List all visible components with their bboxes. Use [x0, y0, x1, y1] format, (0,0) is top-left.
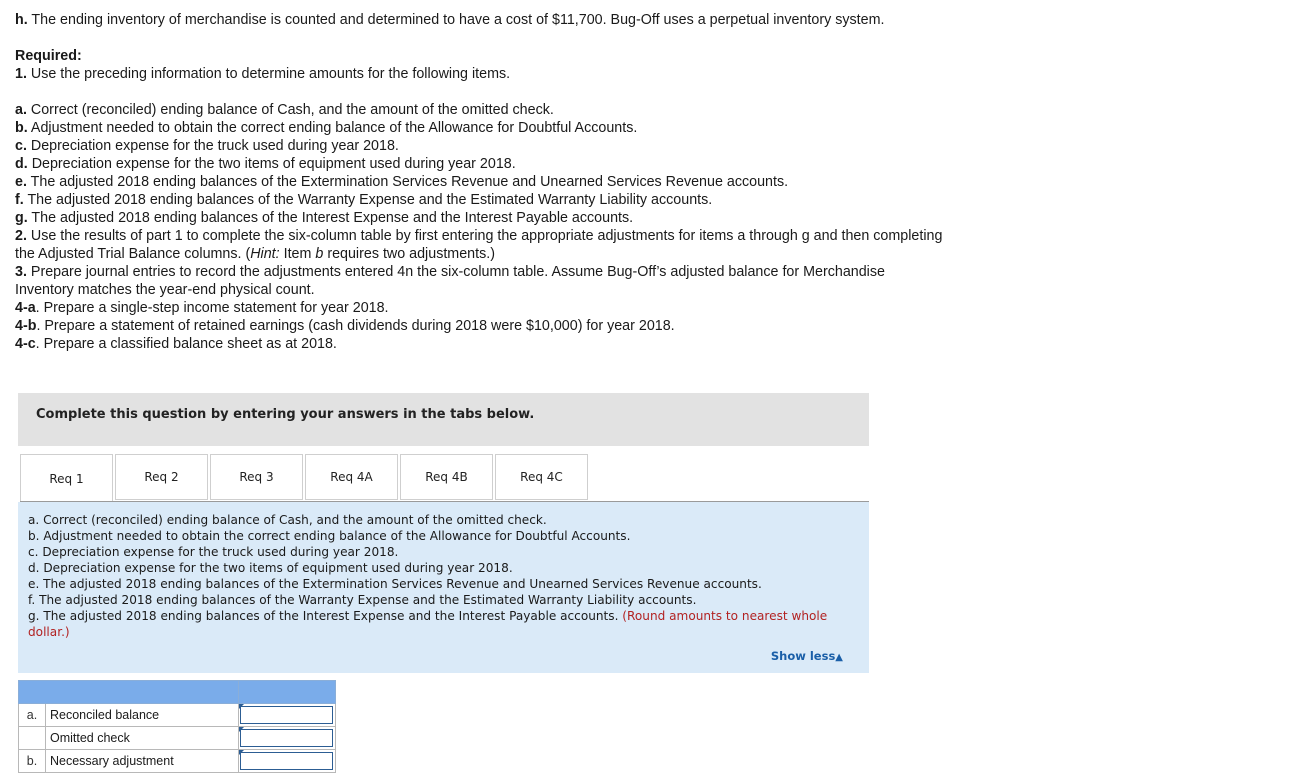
instruction-text: Complete this question by entering your answers in the tabs below.: [36, 407, 535, 422]
tab-req-3[interactable]: Req 3: [210, 454, 303, 500]
tab-req-2[interactable]: Req 2: [115, 454, 208, 500]
tab-req-1[interactable]: Req 1: [20, 454, 113, 502]
req-item-g: g. The adjusted 2018 ending balances of the Interest Expense and the Interest Payable accounts.: [15, 210, 634, 226]
requirement-2: 2. Use the results of part 1 to complete the six-column table by first entering the appropriate adjustments for items a through g and then completing the Adjusted Trial Balance columns. (Hint: Item b requires two adjustments.): [15, 228, 943, 262]
table-row: [19, 704, 336, 727]
row-label: Necessary adjustment: [46, 750, 239, 773]
row-label: Omitted check: [46, 727, 239, 750]
req-item-e: e. The adjusted 2018 ending balances of the Extermination Services Revenue and Unearned Services Revenue accounts.: [15, 174, 789, 190]
problem-text: [15, 11, 945, 353]
answer-table: [18, 680, 336, 773]
panel-instructions: [28, 512, 858, 640]
tab-req-4b[interactable]: Req 4B: [400, 454, 493, 500]
req-item-c: c. Depreciation expense for the truck used during year 2018.: [15, 138, 399, 154]
table-row: [19, 750, 336, 773]
requirement-4b: 4-b. Prepare a statement of retained earnings (cash dividends during 2018 were $10,000) for year 2018.: [15, 318, 675, 334]
req-item-a: a. Correct (reconciled) ending balance of Cash, and the amount of the omitted check.: [15, 102, 554, 118]
row-label: Reconciled balance: [46, 704, 239, 727]
triangle-up-icon: ▲: [835, 652, 843, 663]
requirement-3: 3. Prepare journal entries to record the adjustments entered 4n the six-column table. Assume Bug-Off’s adjusted balance for Merchandise Inventory matches the year-end physical count.: [15, 264, 885, 298]
panel-line-a: a. Correct (reconciled) ending balance of Cash, and the amount of the omitted check.: [28, 513, 547, 527]
reconciled-balance-input[interactable]: [240, 706, 333, 724]
panel-line-c: c. Depreciation expense for the truck used during year 2018.: [28, 545, 399, 559]
req-item-b: b. Adjustment needed to obtain the correct ending balance of the Allowance for Doubtful Accounts.: [15, 120, 638, 136]
rounding-note: (Round amounts to nearest whole dollar.): [28, 609, 828, 639]
tab-content-panel: [18, 502, 869, 673]
panel-line-e: e. The adjusted 2018 ending balances of the Extermination Services Revenue and Unearned Services Revenue accounts.: [28, 577, 762, 591]
requirement-4a: 4-a. Prepare a single-step income statement for year 2018.: [15, 300, 389, 316]
instruction-banner: [18, 393, 869, 446]
item-h: h. The ending inventory of merchandise is counted and determined to have a cost of $11,700. Bug-Off uses a perpetual inventory system.: [15, 12, 885, 28]
requirement-1: 1. Use the preceding information to determine amounts for the following items.: [15, 66, 511, 82]
necessary-adjustment-input[interactable]: [240, 752, 333, 770]
row-letter: a.: [19, 704, 46, 727]
req-item-f: f. The adjusted 2018 ending balances of the Warranty Expense and the Estimated Warranty Liability accounts.: [15, 192, 713, 208]
panel-line-b: b. Adjustment needed to obtain the correct ending balance of the Allowance for Doubtful Accounts.: [28, 529, 631, 543]
required-heading: Required:: [15, 48, 82, 64]
row-letter: [19, 727, 46, 750]
show-less-link[interactable]: Show less▲: [770, 649, 843, 663]
panel-line-d: d. Depreciation expense for the two items of equipment used during year 2018.: [28, 561, 513, 575]
omitted-check-input[interactable]: [240, 729, 333, 747]
table-row: [19, 727, 336, 750]
requirement-4c: 4-c. Prepare a classified balance sheet as at 2018.: [15, 336, 337, 352]
req-item-d: d. Depreciation expense for the two items of equipment used during year 2018.: [15, 156, 516, 172]
panel-line-f: f. The adjusted 2018 ending balances of the Warranty Expense and the Estimated Warranty Liability accounts.: [28, 593, 697, 607]
tab-req-4c[interactable]: Req 4C: [495, 454, 588, 500]
panel-line-g: g. The adjusted 2018 ending balances of the Interest Expense and the Interest Payable accounts. (Round amounts to nearest whole dollar.): [28, 609, 828, 639]
row-letter: b.: [19, 750, 46, 773]
tab-req-4a[interactable]: Req 4A: [305, 454, 398, 500]
answer-table-header: [19, 681, 336, 704]
